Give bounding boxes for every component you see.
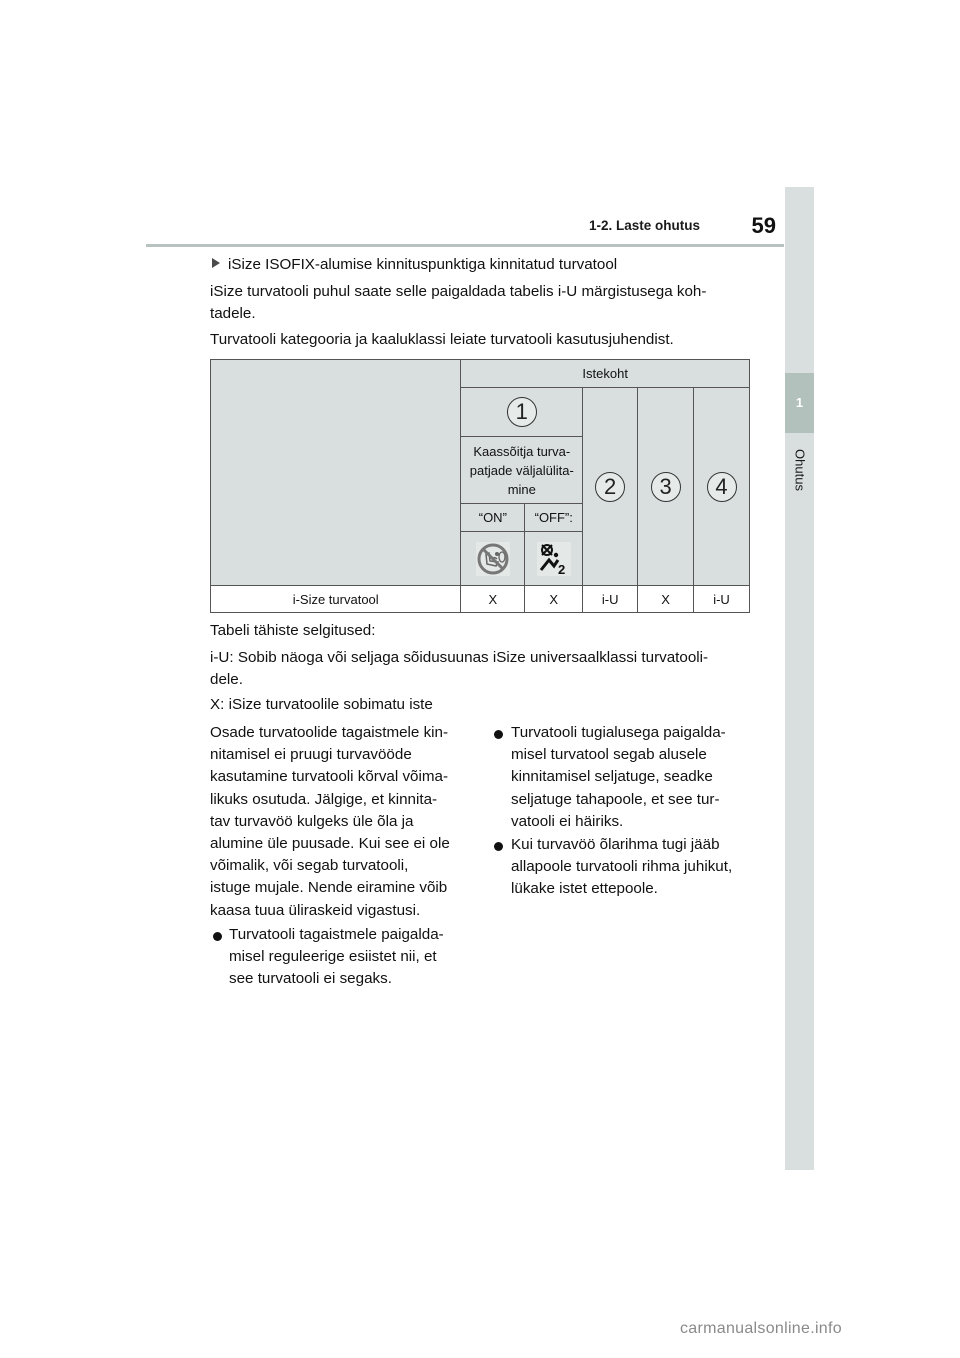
chapter-side-tab [785, 187, 814, 1170]
text-line: Kui turvavöö õlarihma tugi jääb [511, 836, 720, 853]
passenger-airbag-off-icon [537, 542, 571, 576]
bullet-item-support-leg [511, 722, 726, 833]
seat-4-header [694, 388, 750, 586]
seat-compatibility-table [210, 359, 750, 613]
text-line: istuge mujale. Nende eiramine võib [210, 879, 448, 897]
triangle-bullet-icon [212, 258, 220, 268]
intro-paragraph-1 [210, 281, 706, 325]
seat-1-header [461, 388, 583, 437]
warning-paragraph [210, 722, 450, 922]
text-line: i-U: Sobib näoga või seljaga sõidusuunas iSize universaalklassi turvatooli- [210, 649, 709, 666]
bullet-dot-icon [494, 842, 503, 851]
text-line: kasutamine turvatooli kõrval võima- [210, 768, 449, 786]
chapter-label-text: Ohutus [792, 449, 807, 491]
section-title: 1-2. Laste ohutus [588, 218, 700, 233]
text-line: allapoole turvatooli rihma juhikut, [511, 858, 733, 876]
watermark-link[interactable]: carmanualsonline.info [680, 1320, 842, 1337]
row-label: i-Size turvatool [211, 586, 461, 613]
header-divider [146, 244, 784, 247]
text-line: võimalik, või segab turvatooli, [210, 857, 409, 875]
seat-3-header [638, 388, 694, 586]
cell-seat2: i-U [583, 586, 638, 613]
legend-x: X: iSize turvatoolile sobimatu iste [210, 696, 433, 713]
cell-seat1-off: X [525, 586, 583, 613]
subsection-heading-text: iSize ISOFIX-alumise kinnituspunktiga kinnitatud turvatool [228, 256, 618, 273]
page-number: 59 [751, 213, 776, 238]
text-line: tav turvavöö kulgeks üle õla ja [210, 812, 414, 830]
circled-number-2: 2 [595, 472, 625, 502]
text-line: dele. [210, 671, 243, 688]
text-line: seljatuge tahapoole, et see tur- [511, 790, 720, 808]
text-line: lükake istet ettepoole. [511, 880, 658, 898]
cell-seat4: i-U [694, 586, 750, 613]
seat-2-header [583, 388, 638, 586]
text-line: likuks osutuda. Jälgige, et kinnita- [210, 790, 438, 808]
text-line: Turvatooli tugialusega paigalda- [511, 724, 726, 741]
text-line: misel turvatool segab alusele [511, 746, 707, 764]
cell-seat3: X [638, 586, 694, 613]
circled-number-4: 4 [707, 472, 737, 502]
chapter-label [785, 440, 814, 500]
airbag-off-icon-cell [525, 532, 583, 586]
text-line: see turvatooli ei segaks. [229, 970, 392, 988]
airbag-on-child-seat-prohibited-icon [476, 542, 510, 576]
bullet-item-front-seat [229, 924, 444, 991]
airbag-on-header: “ON” [461, 504, 525, 532]
text-line: tadele. [210, 305, 256, 322]
table-row [211, 586, 750, 613]
text-line: iSize turvatooli puhul saate selle paigaldada tabelis i-U märgistusega koh- [210, 283, 707, 300]
text-line: alumine üle puusade. Kui see ei ole [210, 835, 450, 853]
text-line: Kaassõitja turva- [473, 443, 571, 459]
intro-paragraph-2: Turvatooli kategooria ja kaaluklassi leiate turvatooli kasutusjuhendist. [210, 331, 674, 348]
airbag-on-icon-cell [461, 532, 525, 586]
text-line: vatooli ei häiriks. [511, 812, 624, 830]
svg-text:2: 2 [557, 561, 565, 576]
text-line: Turvatooli tagaistmele paigalda- [229, 926, 444, 943]
chapter-number-tab[interactable]: 1 [785, 373, 814, 433]
bullet-dot-icon [494, 730, 503, 739]
text-line: misel reguleerige esiistet nii, et [229, 948, 437, 966]
text-line: kinnitamisel seljatuge, seadke [511, 768, 713, 786]
cell-seat1-on: X [461, 586, 525, 613]
text-line: Osade turvatoolide tagaistmele kin- [210, 724, 449, 741]
legend-iu [210, 647, 708, 691]
circled-number-3: 3 [651, 472, 681, 502]
bullet-dot-icon [213, 932, 222, 941]
text-line: nitamisel ei pruugi turvavööde [210, 746, 412, 764]
seat-position-header: Istekoht [461, 360, 750, 388]
circled-number-1: 1 [507, 397, 537, 427]
text-line: mine [507, 481, 536, 497]
bullet-item-shoulder-belt [511, 834, 732, 901]
text-line: kaasa tuua üliraskeid vigastusi. [210, 901, 421, 919]
airbag-deactivation-header [461, 437, 583, 504]
subsection-heading [212, 254, 617, 276]
table-corner-cell [211, 360, 461, 586]
text-line: patjade väljalülita- [469, 462, 574, 478]
legend-title: Tabeli tähiste selgitused: [210, 622, 376, 639]
airbag-off-header: “OFF”: [525, 504, 583, 532]
